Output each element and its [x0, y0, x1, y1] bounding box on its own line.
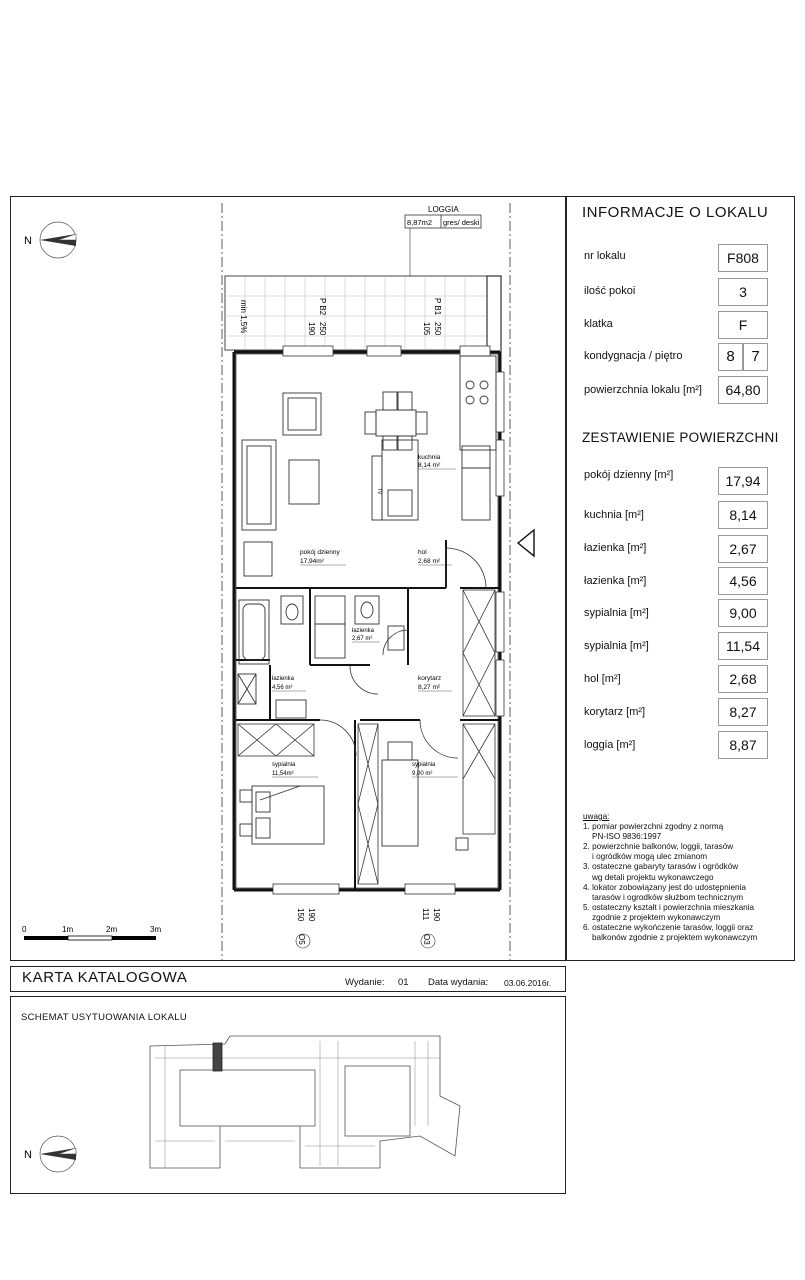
edition-value: 01 [398, 977, 409, 988]
summary-label: sypialnia [m²] [584, 607, 649, 619]
scale-label: 0 [22, 925, 27, 934]
window-code: O3 [422, 934, 431, 945]
north-label: N [24, 235, 32, 247]
note-line: balkonów zgodnie z projektem wykonawczym [592, 933, 758, 943]
north-compass [24, 222, 76, 258]
site-scheme [0, 996, 566, 1192]
date-value: 03.06.2016r. [504, 978, 552, 988]
loggia-finish: gres/ deski [443, 218, 480, 227]
note-line: 4. lokator zobowiązany jest do udostępnienia [583, 882, 746, 892]
notes-heading: uwaga: [583, 812, 610, 821]
scale-label: 1m [62, 925, 74, 934]
note-line: PN-ISO 9836:1997 [592, 832, 662, 842]
room-name: pokój dzienny [300, 549, 340, 556]
window-code: O5 [297, 934, 306, 945]
info-value-klatka: F [718, 311, 768, 339]
summary-value: 8,27 [718, 698, 768, 726]
note-line: wg detali projektu wykonawczego [592, 872, 714, 882]
note-line: tarasów i ogrodków służbom technicznym [592, 892, 744, 902]
summary-value: 11,54 [718, 632, 768, 660]
date-label: Data wydania: [428, 977, 489, 988]
summary-value: 8,87 [718, 731, 768, 759]
building-outline [150, 1036, 460, 1168]
bathroom-fixtures [238, 596, 404, 718]
room-area: 9,00 m² [412, 771, 433, 777]
loggia-floor [225, 276, 501, 352]
window-width: 105 [422, 322, 431, 336]
note-line: i ogródków mogą ulec zmianom [592, 852, 708, 862]
room-name: łazienka [352, 628, 375, 634]
window-height: 250 [318, 322, 327, 336]
summary-label: sypialnia [m²] [584, 640, 649, 652]
loggia-area: 8,87m2 [407, 218, 433, 227]
room-area: 2,67 m² [352, 636, 373, 642]
scale-label: 2m [106, 925, 118, 934]
scale-bar [22, 925, 161, 940]
scale-label: 3m [150, 925, 162, 934]
scheme-compass [24, 1136, 76, 1172]
window-code: P B2 [318, 298, 327, 316]
note-line: zgodnie z projektem wykonawczym [592, 912, 721, 922]
info-label-rooms: ilość pokoi [584, 285, 636, 297]
summary-value: 2,68 [718, 665, 768, 693]
tv-label: TV [376, 488, 382, 495]
room-area: 4,56 m² [272, 685, 293, 691]
room-name: kuchnia [418, 454, 441, 461]
window-height: 190 [432, 908, 441, 922]
edition-label: Wydanie: [345, 977, 385, 988]
info-value-kondygnacja: 8 [718, 343, 743, 371]
info-label-klatka: klatka [584, 318, 613, 330]
window-height: 150 [296, 908, 305, 922]
window-code: P B1 [433, 298, 442, 316]
note-line: 5. ostateczny kształt i powierzchnia mieszkania [583, 902, 755, 912]
window-width: 190 [307, 908, 316, 922]
room-area: 17,94m² [300, 558, 324, 565]
window-height: 250 [433, 322, 442, 336]
note-line: 2. powierzchnie balkonów, loggii, tarasów [583, 842, 734, 852]
summary-label: korytarz [m²] [584, 706, 646, 718]
wardrobes [238, 590, 495, 884]
slope-label: min 1,5% [239, 300, 248, 334]
info-value-rooms: 3 [718, 278, 768, 306]
summary-label: łazienka [m²] [584, 542, 647, 554]
summary-label: łazienka [m²] [584, 575, 647, 587]
window-width: 111 [421, 908, 430, 921]
room-name: hol [418, 549, 427, 556]
summary-value: 8,14 [718, 501, 768, 529]
bottom-window-labels [296, 908, 441, 948]
summary-value: 2,67 [718, 535, 768, 563]
room-area: 8,14 m² [418, 462, 441, 469]
unit-highlight [213, 1043, 222, 1071]
info-label-area: powierzchnia lokalu [m²] [584, 384, 702, 396]
window-width: 190 [307, 322, 316, 336]
info-value-pietro: 7 [743, 343, 768, 371]
summary-label: hol [m²] [584, 673, 621, 685]
info-value-area: 64,80 [718, 376, 768, 404]
loggia-title: LOGGIA [428, 205, 459, 214]
kitchen-furniture [372, 356, 496, 520]
scheme-north-label: N [24, 1149, 32, 1161]
info-title: INFORMACJE O LOKALU [582, 204, 769, 221]
room-name: korytarz [418, 675, 442, 682]
summary-title: ZESTAWIENIE POWIERZCHNI [582, 430, 779, 445]
note-line: 3. ostateczne gabaryty tarasów i ogródków [583, 862, 739, 872]
entrance-arrow [518, 530, 534, 556]
footer-title: KARTA KATALOGOWA [22, 969, 188, 986]
info-label-floor: kondygnacja / piętro [584, 350, 683, 362]
info-value-nr: F808 [718, 244, 768, 272]
room-name: sypialnia [412, 762, 436, 768]
summary-value: 9,00 [718, 599, 768, 627]
info-label-nr: nr lokalu [584, 250, 626, 262]
room-labels [272, 454, 458, 777]
room-area: 2,68 m² [418, 558, 441, 565]
summary-label: loggia [m²] [584, 739, 636, 751]
summary-value: 17,94 [718, 467, 768, 495]
room-area: 8,27 m² [418, 684, 441, 691]
room-name: sypialnia [272, 762, 296, 768]
room-area: 11,54m² [272, 771, 294, 777]
scheme-title: SCHEMAT USYTUOWANIA LOKALU [21, 1012, 187, 1023]
note-line: 1. pomiar powierzchni zgodny z normą [583, 822, 724, 832]
room-name: łazienka [272, 676, 295, 682]
summary-label: pokój dzienny [m²] [584, 469, 674, 481]
summary-label: kuchnia [m²] [584, 509, 644, 521]
note-line: 6. ostateczne wykończenie tarasów, loggii oraz [583, 923, 754, 933]
summary-value: 4,56 [718, 567, 768, 595]
